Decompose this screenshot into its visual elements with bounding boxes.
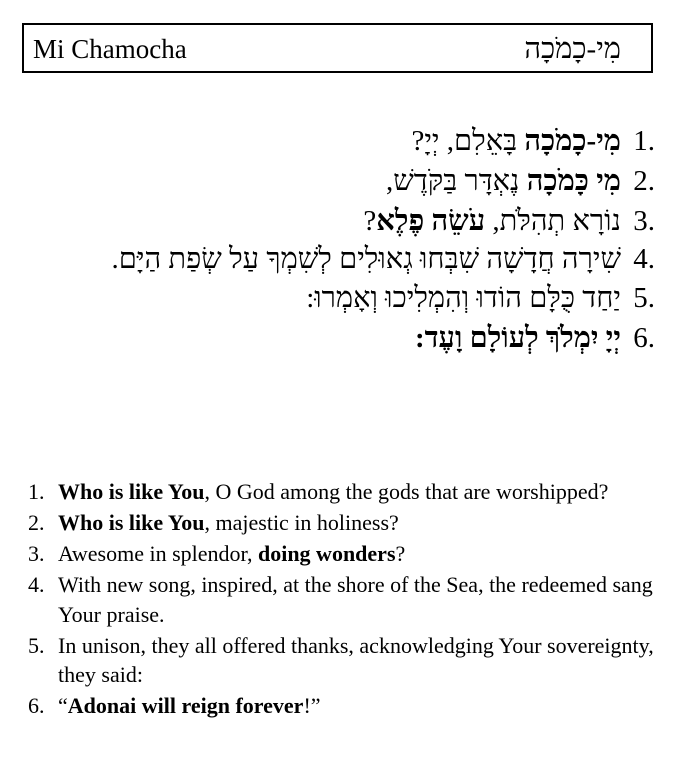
english-verse-1	[28, 477, 668, 507]
verse-text: נוֹרָא תְהִלֹּת,	[485, 205, 621, 237]
verse-text-bold: Who is like You	[58, 510, 205, 535]
verse-text-bold: יְיָ יִמְלֹךְ לְעוֹלָם וָעֶד:	[414, 322, 621, 354]
verse-number: 5.	[633, 282, 655, 314]
verse-number: 5.	[28, 632, 45, 658]
verse-number: 4.	[633, 243, 655, 275]
verse-number: 3.	[28, 541, 45, 566]
verse-text-bold: doing wonders	[257, 541, 396, 566]
verse-number: 4.	[28, 572, 45, 597]
hebrew-verse-2	[75, 161, 655, 201]
verse-text: !”	[303, 693, 321, 718]
verse-text-bold: מִי כָּמֹכָה	[526, 165, 621, 197]
english-verse-2	[28, 508, 668, 538]
verse-number: 2.	[633, 165, 655, 197]
english-verse-3	[28, 539, 668, 569]
verse-text: יַחַד כֻּלָּם הוֹדוּ וְהִמְלִיכוּ וְאָמְרוּ:	[306, 282, 621, 314]
verse-text: , majestic in holiness?	[204, 510, 399, 535]
title-hebrew: מִי-כָמֹכָה	[524, 33, 621, 65]
verse-number: 1.	[633, 125, 655, 157]
english-verse-6	[28, 691, 668, 721]
verse-text-bold: Adonai will reign forever	[67, 693, 304, 718]
verse-text: ?	[363, 205, 377, 237]
verse-text: שִׁירָה חֲדָשָׁה שִׁבְּחוּ גְאוּלִים לְשִׁמְךָ עַל שְׂפַת הַיָּם.	[111, 243, 621, 275]
title-english: Mi Chamocha	[33, 34, 187, 64]
verse-text: With new song, inspired, at the shore of the Sea, the redeemed sang Your praise.	[58, 572, 653, 627]
verse-text: ?	[395, 541, 406, 566]
verse-text: , O God among the gods that are worshipped?	[204, 479, 609, 504]
hebrew-verse-4	[75, 241, 655, 278]
verse-text: נֶאְדָּר בַּקֹּדֶשׁ,	[385, 165, 527, 197]
english-verse-5	[28, 631, 668, 690]
verse-text-bold: Who is like You	[58, 479, 205, 504]
verse-number: 1.	[28, 479, 45, 504]
verse-number: 3.	[633, 205, 655, 237]
title-box	[22, 23, 653, 73]
english-translation-list	[28, 477, 668, 722]
verse-text-bold: עֹשֵׂה פֶלֶא	[376, 205, 486, 237]
verse-text: Awesome in splendor,	[58, 541, 258, 566]
hebrew-verse-5	[75, 278, 655, 318]
verse-number: 6.	[633, 322, 655, 354]
english-verse-4	[28, 570, 668, 629]
hebrew-verse-1	[75, 121, 655, 161]
verse-number: 2.	[28, 510, 45, 535]
hebrew-verse-list	[75, 121, 655, 358]
verse-text: “	[58, 693, 68, 718]
hebrew-verse-3	[75, 201, 655, 241]
verse-text: בָּאֵלִם, יְיָ?	[411, 125, 525, 157]
verse-text: In unison, they all offered thanks, acknowledging Your sovereignty, they said:	[58, 632, 654, 687]
verse-text-bold: מִי-כָמֹכָה	[524, 125, 621, 157]
hebrew-verse-6	[75, 318, 655, 358]
verse-number: 6.	[28, 693, 45, 718]
